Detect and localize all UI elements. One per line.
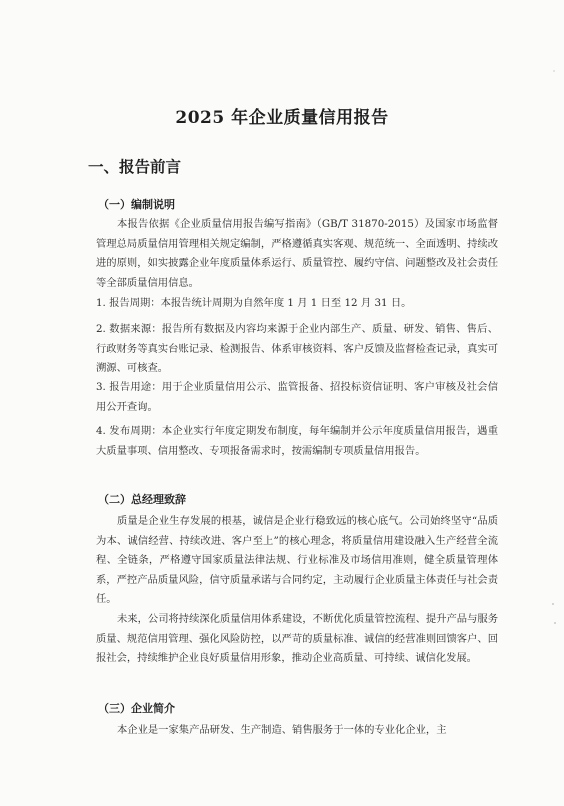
list-item-release-cycle: 4. 发布周期：本企业实行年度定期发布制度，每年编制并公示年度质量信用报告，遇重大质量事项、信用整改、专项报备需求时，按需编制专项质量信用报告。 [96,425,498,457]
scan-speck [552,603,554,605]
company-profile-paragraph: 本企业是一家集产品研发、生产制造、销售服务于一体的专业化企业，主 [117,724,447,736]
subsection-heading-compilation: （一）编制说明 [98,198,175,211]
list-item-data-source: 2. 数据来源：报告所有数据及内容均来源于企业内部生产、质量、研发、销售、售后、行政财务等真实台账记录、检测报告、体系审核资料、客户反馈及监督检查记录，真实可溯源、可核查。 [96,323,498,374]
scan-speck [553,70,555,72]
subsection-heading-gm-address: （二）总经理致辞 [98,493,186,506]
list-item-report-usage: 3. 报告用途：用于企业质量信用公示、监管报备、招投标资信证明、客户审核及社会信用公开查询。 [96,381,498,413]
gm-address-paragraph-2: 未来，公司将持续深化质量信用体系建设，不断优化质量管控流程、提升产品与服务质量、规范信用管理、强化风险防控，以严苛的质量标准、诚信的经营准则回馈客户、回报社会，持续维护企业良好质量信用形象，推动企业高质量、可持续、诚信化发展。 [96,613,498,664]
section-heading-preface: 一、报告前言 [88,157,182,176]
compilation-intro-paragraph: 本报告依据《企业质量信用报告编写指南》（GB/T 31870-2015）及国家市场监督管理总局质量信用管理相关规定编制，严格遵循真实客观、规范统一、全面透明、持续改进的原则，如实披露企业年度质量体系运行、质量管控、履约守信、问题整改及社会责任等全部质量信用信息。 [96,218,498,289]
list-item-report-period: 1. 报告周期：本报告统计周期为自然年度 1 月 1 日至 12 月 31 日。 [96,297,412,309]
scan-speck [554,622,556,624]
subsection-heading-company-profile: （三）企业简介 [98,702,175,715]
document-title: 2025 年企业质量信用报告 [175,108,389,128]
gm-address-paragraph-1: 质量是企业生存发展的根基，诚信是企业行稳致远的核心底气。公司始终坚守“品质为本、诚信经营、持续改进、客户至上”的核心理念，将质量信用建设融入生产经营全流程、全链条，严格遵守国家质量法律法规、行业标准及市场信用准则，健全质量管理体系，严控产品质量风险，信守质量承诺与合同约定，主动履行企业质量主体责任与社会责任。 [96,515,498,605]
